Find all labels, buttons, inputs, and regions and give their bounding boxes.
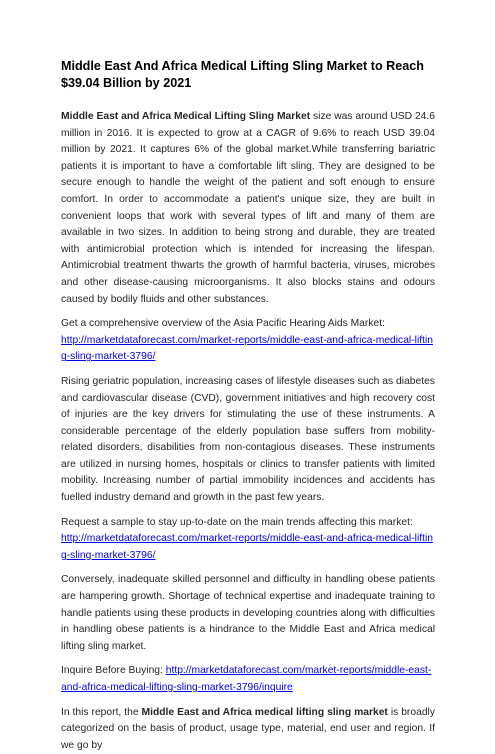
sample-label: Request a sample to stay up-to-date on the main trends affecting this market: — [61, 516, 413, 528]
inquire-label: Inquire Before Buying: — [61, 665, 166, 677]
intro-text: size was around USD 24.6 million in 2016. It is expected to grow at a CAGR of 9.6% to reach USD 39.04 million by 2021. It captures 6% of the global market.While transferring bariatric patients it is important to have a comfortable lift sling. They are designed to be secure enough to handle the weight of the patient and soft enough to ensure comfort. In order to accommodate a patient's unique size, they are built in convenient loops that work with several types of lift and many of them are available in two sizes. In addition to being strong and durable, they are treated with antimicrobial protection which is intended for increasing the lifespan. Antimicrobial treatment thwarts the growth of harmful bacteria, viruses, microbes and other disease-causing microorganisms. It also blocks stains and odours caused by bodily fluids and other substances. — [61, 111, 435, 305]
sample-paragraph — [61, 515, 435, 565]
inquire-paragraph — [61, 663, 435, 696]
document-title: Middle East And Africa Medical Lifting Sling Market to Reach $39.04 Billion by 2021 — [61, 59, 424, 90]
overview-link[interactable]: http://marketdataforecast.com/market-reports/middle-east-and-africa-medical-lifting-sling-market-3796/ — [61, 334, 433, 363]
restraints-paragraph: Conversely, inadequate skilled personnel and difficulty in handling obese patients are hampering growth. Shortage of technical expertise and inadequate training to handle patients using these products in developing countries along with difficulties in handling obese patients is a hindrance to the Middle East and Africa medical lifting sling market. — [61, 574, 435, 652]
drivers-paragraph: Rising geriatric population, increasing cases of lifestyle diseases such as diabetes and cardiovascular disease (CVD), government initiatives and high recovery cost of injuries are the key drivers for stimulating the use of these instruments. A considerable percentage of the elderly population base suffers from mobility-related disorders, disabilities from non-contagious diseases. These instruments are utilized in nursing homes, hospitals or clinics to transfer patients with limited mobility. Increasing number of partial immobility incidences and accidents has fuelled industry demand and growth in the past few years. — [61, 375, 435, 504]
report-bold: Middle East and Africa medical lifting sling market — [141, 706, 388, 718]
overview-label: Get a comprehensive overview of the Asia Pacific Hearing Aids Market: — [61, 318, 385, 330]
sample-link[interactable]: http://marketdataforecast.com/market-reports/middle-east-and-africa-medical-lifting-sling-market-3796/ — [61, 533, 433, 561]
intro-lead: Middle East and Africa Medical Lifting Sling Market — [61, 111, 311, 122]
intro-paragraph — [61, 109, 435, 308]
report-paragraph — [61, 705, 435, 754]
report-post: is broadly categorized on the basis of product, usage type, material, end user and region. If we go by — [61, 706, 435, 751]
overview-paragraph — [61, 316, 435, 366]
report-pre: In this report, the — [61, 706, 142, 718]
inquire-link[interactable]: http://marketdataforecast.com/market-reports/middle-east-and-africa-medical-lifting-sling-market-3796/inquire — [61, 665, 432, 693]
